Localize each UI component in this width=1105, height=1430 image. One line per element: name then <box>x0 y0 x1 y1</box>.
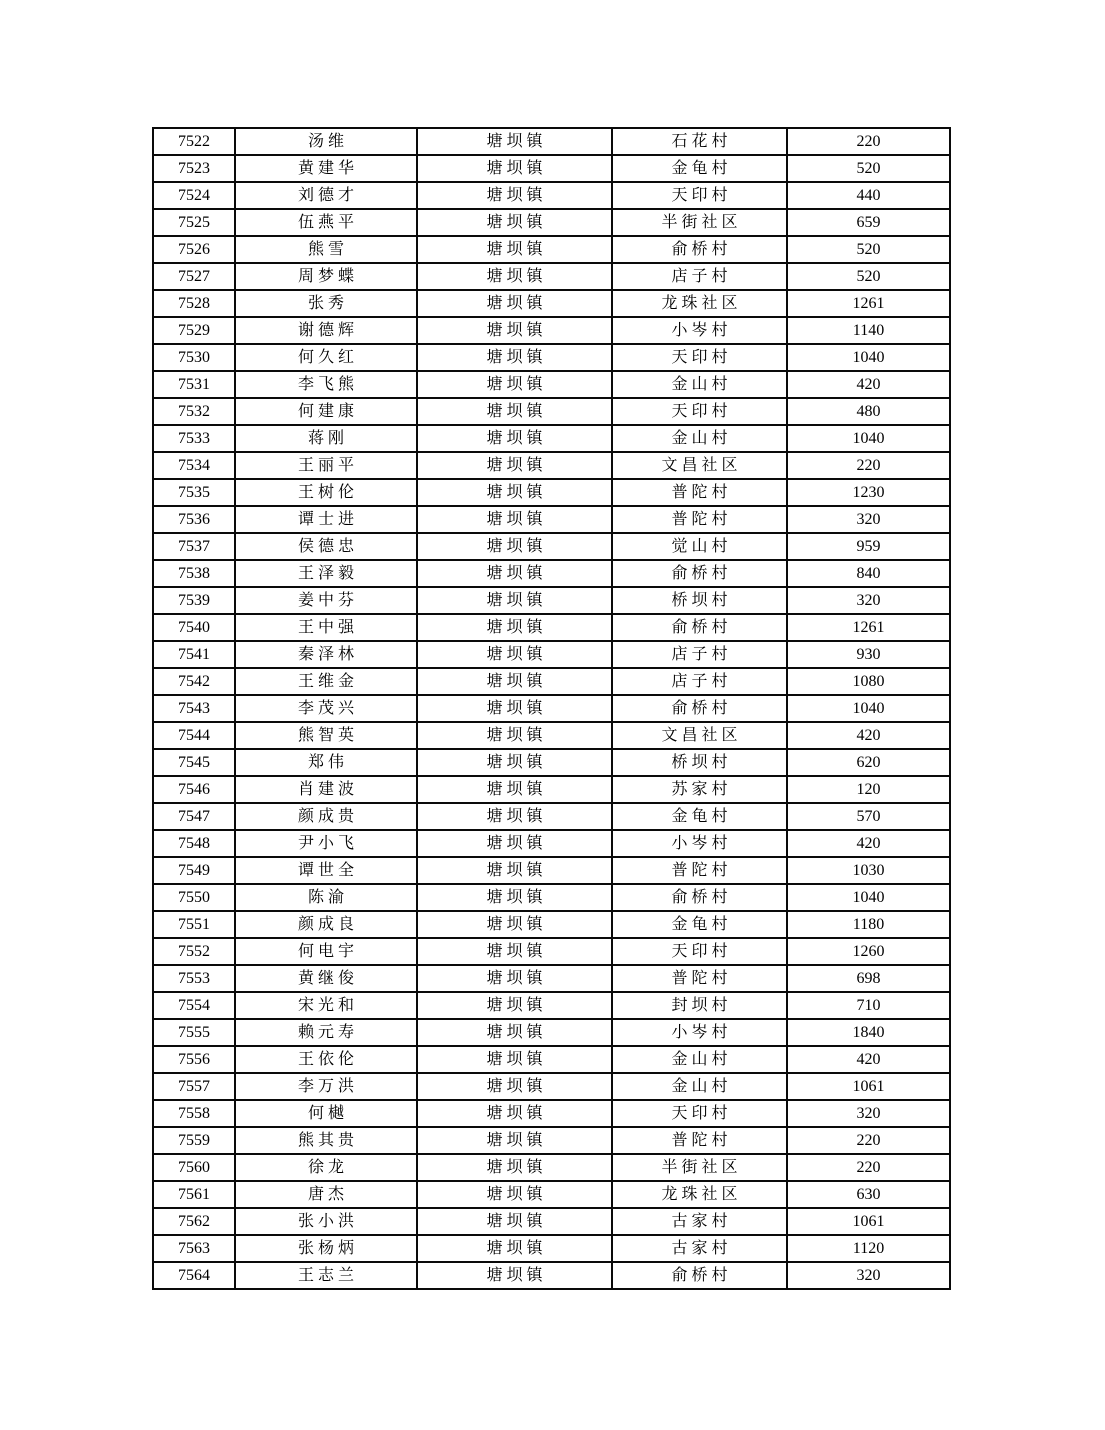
cell-amount: 220 <box>787 1154 950 1181</box>
table-row <box>153 452 950 479</box>
cell-town: 塘坝镇 <box>417 1100 612 1127</box>
cell-town: 塘坝镇 <box>417 317 612 344</box>
cell-village: 天印村 <box>612 344 787 371</box>
cell-name: 熊智英 <box>235 722 417 749</box>
cell-village: 普陀村 <box>612 965 787 992</box>
cell-town: 塘坝镇 <box>417 992 612 1019</box>
cell-id: 7560 <box>153 1154 235 1181</box>
cell-village: 半街社区 <box>612 1154 787 1181</box>
cell-amount: 420 <box>787 371 950 398</box>
cell-id: 7530 <box>153 344 235 371</box>
cell-id: 7557 <box>153 1073 235 1100</box>
table-row <box>153 1262 950 1289</box>
table-row <box>153 128 950 155</box>
table-row <box>153 803 950 830</box>
cell-amount: 520 <box>787 155 950 182</box>
cell-name: 王中强 <box>235 614 417 641</box>
cell-amount: 120 <box>787 776 950 803</box>
cell-name: 熊其贵 <box>235 1127 417 1154</box>
cell-id: 7524 <box>153 182 235 209</box>
table-row <box>153 668 950 695</box>
cell-amount: 659 <box>787 209 950 236</box>
cell-village: 金龟村 <box>612 911 787 938</box>
table-row <box>153 641 950 668</box>
cell-village: 俞桥村 <box>612 884 787 911</box>
cell-village: 封坝村 <box>612 992 787 1019</box>
cell-name: 熊雪 <box>235 236 417 263</box>
cell-id: 7546 <box>153 776 235 803</box>
cell-town: 塘坝镇 <box>417 560 612 587</box>
cell-village: 觉山村 <box>612 533 787 560</box>
cell-town: 塘坝镇 <box>417 479 612 506</box>
table-row <box>153 695 950 722</box>
cell-village: 金龟村 <box>612 803 787 830</box>
cell-id: 7525 <box>153 209 235 236</box>
cell-town: 塘坝镇 <box>417 506 612 533</box>
table-row <box>153 911 950 938</box>
cell-name: 王维金 <box>235 668 417 695</box>
cell-name: 谭士进 <box>235 506 417 533</box>
cell-town: 塘坝镇 <box>417 1019 612 1046</box>
cell-name: 侯德忠 <box>235 533 417 560</box>
table-row <box>153 992 950 1019</box>
cell-town: 塘坝镇 <box>417 1154 612 1181</box>
cell-village: 文昌社区 <box>612 452 787 479</box>
cell-town: 塘坝镇 <box>417 1262 612 1289</box>
cell-id: 7541 <box>153 641 235 668</box>
table-row <box>153 1019 950 1046</box>
cell-id: 7558 <box>153 1100 235 1127</box>
cell-id: 7533 <box>153 425 235 452</box>
table-row <box>153 1181 950 1208</box>
cell-town: 塘坝镇 <box>417 776 612 803</box>
cell-amount: 420 <box>787 830 950 857</box>
cell-village: 普陀村 <box>612 479 787 506</box>
cell-amount: 630 <box>787 1181 950 1208</box>
cell-name: 王泽毅 <box>235 560 417 587</box>
cell-name: 王丽平 <box>235 452 417 479</box>
cell-id: 7547 <box>153 803 235 830</box>
cell-town: 塘坝镇 <box>417 1235 612 1262</box>
cell-name: 李万洪 <box>235 1073 417 1100</box>
cell-amount: 1040 <box>787 344 950 371</box>
cell-village: 普陀村 <box>612 1127 787 1154</box>
cell-id: 7528 <box>153 290 235 317</box>
cell-village: 俞桥村 <box>612 1262 787 1289</box>
cell-amount: 1230 <box>787 479 950 506</box>
cell-town: 塘坝镇 <box>417 641 612 668</box>
cell-id: 7529 <box>153 317 235 344</box>
cell-name: 颜成良 <box>235 911 417 938</box>
table-row <box>153 1073 950 1100</box>
cell-town: 塘坝镇 <box>417 533 612 560</box>
cell-amount: 959 <box>787 533 950 560</box>
cell-id: 7554 <box>153 992 235 1019</box>
table-row <box>153 560 950 587</box>
cell-amount: 320 <box>787 1262 950 1289</box>
cell-town: 塘坝镇 <box>417 236 612 263</box>
cell-amount: 1040 <box>787 695 950 722</box>
cell-amount: 1261 <box>787 290 950 317</box>
cell-amount: 620 <box>787 749 950 776</box>
cell-village: 文昌社区 <box>612 722 787 749</box>
cell-town: 塘坝镇 <box>417 587 612 614</box>
cell-town: 塘坝镇 <box>417 1046 612 1073</box>
cell-town: 塘坝镇 <box>417 965 612 992</box>
cell-name: 何久红 <box>235 344 417 371</box>
cell-id: 7538 <box>153 560 235 587</box>
table-row <box>153 263 950 290</box>
cell-amount: 320 <box>787 587 950 614</box>
cell-id: 7563 <box>153 1235 235 1262</box>
cell-id: 7551 <box>153 911 235 938</box>
cell-id: 7562 <box>153 1208 235 1235</box>
cell-village: 金山村 <box>612 425 787 452</box>
cell-village: 天印村 <box>612 938 787 965</box>
cell-amount: 698 <box>787 965 950 992</box>
cell-town: 塘坝镇 <box>417 668 612 695</box>
cell-amount: 1040 <box>787 884 950 911</box>
cell-name: 王依伦 <box>235 1046 417 1073</box>
table-row <box>153 749 950 776</box>
table-row <box>153 182 950 209</box>
cell-town: 塘坝镇 <box>417 911 612 938</box>
cell-name: 黄继俊 <box>235 965 417 992</box>
cell-town: 塘坝镇 <box>417 128 612 155</box>
cell-amount: 480 <box>787 398 950 425</box>
cell-name: 刘德才 <box>235 182 417 209</box>
cell-id: 7559 <box>153 1127 235 1154</box>
cell-name: 李茂兴 <box>235 695 417 722</box>
cell-town: 塘坝镇 <box>417 182 612 209</box>
cell-village: 龙珠社区 <box>612 290 787 317</box>
cell-name: 尹小飞 <box>235 830 417 857</box>
table-row <box>153 290 950 317</box>
cell-village: 金龟村 <box>612 155 787 182</box>
cell-amount: 1061 <box>787 1073 950 1100</box>
cell-village: 天印村 <box>612 398 787 425</box>
cell-village: 金山村 <box>612 1073 787 1100</box>
cell-id: 7537 <box>153 533 235 560</box>
cell-amount: 1260 <box>787 938 950 965</box>
cell-town: 塘坝镇 <box>417 1127 612 1154</box>
cell-amount: 1040 <box>787 425 950 452</box>
cell-amount: 220 <box>787 1127 950 1154</box>
cell-village: 俞桥村 <box>612 614 787 641</box>
cell-village: 店子村 <box>612 263 787 290</box>
cell-village: 普陀村 <box>612 506 787 533</box>
table-row <box>153 1046 950 1073</box>
cell-village: 金山村 <box>612 371 787 398</box>
table-row <box>153 857 950 884</box>
table-row <box>153 1235 950 1262</box>
cell-town: 塘坝镇 <box>417 695 612 722</box>
cell-town: 塘坝镇 <box>417 344 612 371</box>
cell-town: 塘坝镇 <box>417 1208 612 1235</box>
cell-amount: 440 <box>787 182 950 209</box>
table-row <box>153 506 950 533</box>
cell-town: 塘坝镇 <box>417 371 612 398</box>
cell-name: 何电宇 <box>235 938 417 965</box>
cell-village: 桥坝村 <box>612 749 787 776</box>
cell-town: 塘坝镇 <box>417 749 612 776</box>
table-row <box>153 1208 950 1235</box>
cell-town: 塘坝镇 <box>417 1181 612 1208</box>
cell-name: 何樾 <box>235 1100 417 1127</box>
cell-village: 苏家村 <box>612 776 787 803</box>
cell-town: 塘坝镇 <box>417 398 612 425</box>
cell-village: 古家村 <box>612 1235 787 1262</box>
cell-name: 颜成贵 <box>235 803 417 830</box>
cell-town: 塘坝镇 <box>417 425 612 452</box>
cell-name: 赖元寿 <box>235 1019 417 1046</box>
cell-name: 张小洪 <box>235 1208 417 1235</box>
table-row <box>153 722 950 749</box>
cell-name: 姜中芬 <box>235 587 417 614</box>
cell-amount: 420 <box>787 722 950 749</box>
cell-id: 7539 <box>153 587 235 614</box>
cell-amount: 710 <box>787 992 950 1019</box>
cell-amount: 420 <box>787 1046 950 1073</box>
table-row <box>153 938 950 965</box>
cell-id: 7534 <box>153 452 235 479</box>
cell-amount: 1140 <box>787 317 950 344</box>
table-row <box>153 425 950 452</box>
cell-amount: 1120 <box>787 1235 950 1262</box>
cell-name: 张杨炳 <box>235 1235 417 1262</box>
cell-town: 塘坝镇 <box>417 155 612 182</box>
cell-id: 7564 <box>153 1262 235 1289</box>
cell-village: 俞桥村 <box>612 236 787 263</box>
cell-id: 7550 <box>153 884 235 911</box>
cell-id: 7527 <box>153 263 235 290</box>
cell-amount: 570 <box>787 803 950 830</box>
table-row <box>153 236 950 263</box>
table-row <box>153 614 950 641</box>
cell-name: 张秀 <box>235 290 417 317</box>
cell-amount: 930 <box>787 641 950 668</box>
cell-amount: 1080 <box>787 668 950 695</box>
cell-village: 天印村 <box>612 1100 787 1127</box>
table-row <box>153 776 950 803</box>
cell-name: 王志兰 <box>235 1262 417 1289</box>
table-row <box>153 344 950 371</box>
cell-village: 俞桥村 <box>612 560 787 587</box>
cell-name: 唐杰 <box>235 1181 417 1208</box>
cell-name: 王树伦 <box>235 479 417 506</box>
cell-id: 7542 <box>153 668 235 695</box>
cell-village: 小岑村 <box>612 1019 787 1046</box>
cell-amount: 1061 <box>787 1208 950 1235</box>
cell-town: 塘坝镇 <box>417 938 612 965</box>
cell-id: 7549 <box>153 857 235 884</box>
cell-town: 塘坝镇 <box>417 722 612 749</box>
table-row <box>153 317 950 344</box>
cell-name: 伍燕平 <box>235 209 417 236</box>
cell-amount: 320 <box>787 506 950 533</box>
cell-name: 宋光和 <box>235 992 417 1019</box>
table-row <box>153 398 950 425</box>
cell-name: 何建康 <box>235 398 417 425</box>
cell-id: 7536 <box>153 506 235 533</box>
cell-amount: 1180 <box>787 911 950 938</box>
cell-town: 塘坝镇 <box>417 803 612 830</box>
cell-amount: 1261 <box>787 614 950 641</box>
cell-id: 7543 <box>153 695 235 722</box>
table-row <box>153 533 950 560</box>
cell-town: 塘坝镇 <box>417 263 612 290</box>
cell-name: 李飞熊 <box>235 371 417 398</box>
cell-id: 7544 <box>153 722 235 749</box>
cell-name: 秦泽林 <box>235 641 417 668</box>
table-row <box>153 371 950 398</box>
cell-amount: 520 <box>787 263 950 290</box>
table-row <box>153 884 950 911</box>
cell-town: 塘坝镇 <box>417 857 612 884</box>
cell-amount: 840 <box>787 560 950 587</box>
cell-name: 谢德辉 <box>235 317 417 344</box>
cell-town: 塘坝镇 <box>417 452 612 479</box>
table-row <box>153 1127 950 1154</box>
cell-amount: 1030 <box>787 857 950 884</box>
cell-amount: 320 <box>787 1100 950 1127</box>
cell-village: 古家村 <box>612 1208 787 1235</box>
cell-name: 黄建华 <box>235 155 417 182</box>
cell-id: 7526 <box>153 236 235 263</box>
cell-name: 蒋刚 <box>235 425 417 452</box>
cell-name: 陈渝 <box>235 884 417 911</box>
cell-village: 金山村 <box>612 1046 787 1073</box>
table-row <box>153 1100 950 1127</box>
cell-village: 天印村 <box>612 182 787 209</box>
cell-town: 塘坝镇 <box>417 1073 612 1100</box>
cell-village: 龙珠社区 <box>612 1181 787 1208</box>
cell-id: 7553 <box>153 965 235 992</box>
cell-village: 小岑村 <box>612 317 787 344</box>
cell-town: 塘坝镇 <box>417 830 612 857</box>
cell-id: 7535 <box>153 479 235 506</box>
cell-id: 7531 <box>153 371 235 398</box>
cell-town: 塘坝镇 <box>417 209 612 236</box>
cell-town: 塘坝镇 <box>417 884 612 911</box>
cell-amount: 1840 <box>787 1019 950 1046</box>
cell-name: 肖建波 <box>235 776 417 803</box>
cell-name: 徐龙 <box>235 1154 417 1181</box>
cell-amount: 220 <box>787 128 950 155</box>
roster-table <box>152 127 951 1290</box>
cell-id: 7552 <box>153 938 235 965</box>
cell-amount: 220 <box>787 452 950 479</box>
table-row <box>153 155 950 182</box>
table-row <box>153 209 950 236</box>
cell-id: 7523 <box>153 155 235 182</box>
cell-id: 7548 <box>153 830 235 857</box>
cell-id: 7555 <box>153 1019 235 1046</box>
cell-id: 7545 <box>153 749 235 776</box>
cell-name: 周梦蝶 <box>235 263 417 290</box>
cell-id: 7561 <box>153 1181 235 1208</box>
cell-name: 谭世全 <box>235 857 417 884</box>
cell-id: 7532 <box>153 398 235 425</box>
cell-town: 塘坝镇 <box>417 614 612 641</box>
cell-village: 普陀村 <box>612 857 787 884</box>
cell-id: 7556 <box>153 1046 235 1073</box>
table-row <box>153 965 950 992</box>
cell-village: 半街社区 <box>612 209 787 236</box>
table-row <box>153 587 950 614</box>
cell-village: 小岑村 <box>612 830 787 857</box>
cell-name: 汤维 <box>235 128 417 155</box>
cell-name: 郑伟 <box>235 749 417 776</box>
cell-village: 石花村 <box>612 128 787 155</box>
table-row <box>153 830 950 857</box>
cell-village: 店子村 <box>612 668 787 695</box>
cell-amount: 520 <box>787 236 950 263</box>
cell-town: 塘坝镇 <box>417 290 612 317</box>
table-body <box>153 128 950 1289</box>
roster-table-wrap <box>152 127 951 1290</box>
cell-id: 7522 <box>153 128 235 155</box>
table-row <box>153 1154 950 1181</box>
cell-id: 7540 <box>153 614 235 641</box>
cell-village: 俞桥村 <box>612 695 787 722</box>
cell-village: 桥坝村 <box>612 587 787 614</box>
table-row <box>153 479 950 506</box>
cell-village: 店子村 <box>612 641 787 668</box>
